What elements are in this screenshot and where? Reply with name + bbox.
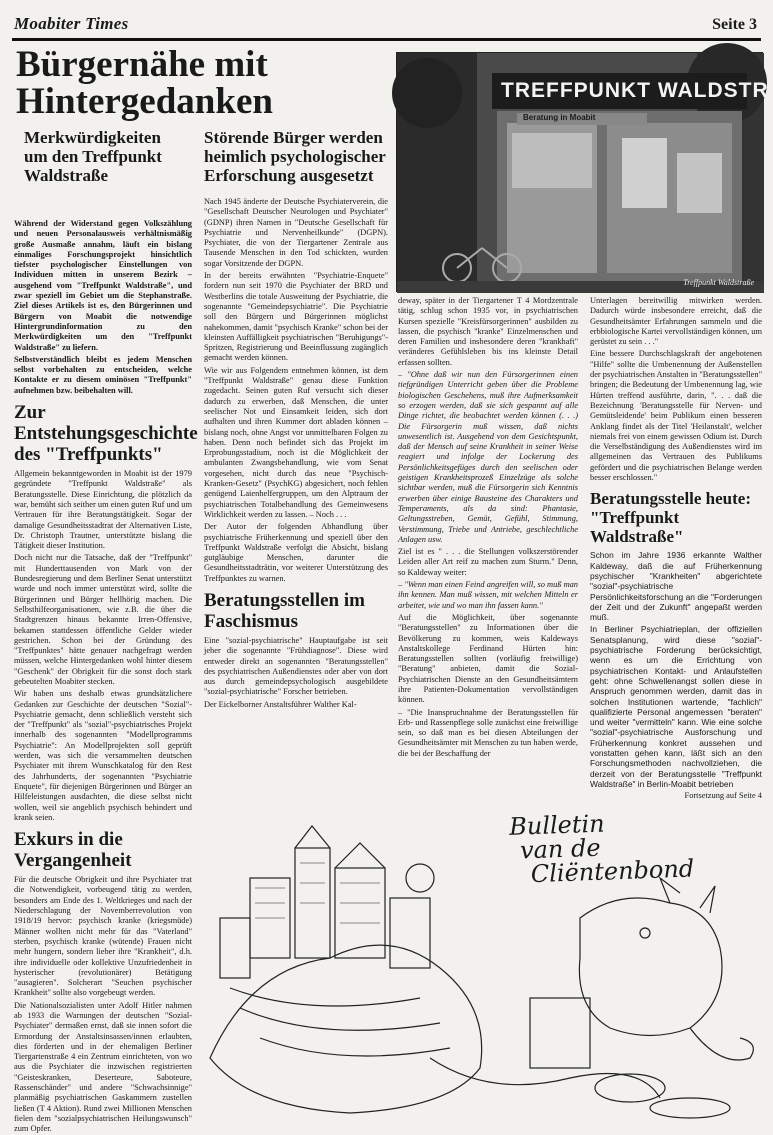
paragraph: Eine "sozial-psychiatrische" Hauptaufgabe ist seit jeher die sogenannte "Frühdiagnose". Diese wird entweder direkt an sogenannten "Beratungsstellen" des psychiatrischen Außendienstes oder aber von dort aus durch gemeindepsychologisch ausgebildete "sozial-psychiatrische" Forscher betrieben. [204, 635, 388, 697]
paragraph: Der Eickelborner Anstaltsführer Walther Kal- [204, 699, 357, 709]
continuation-note: Fortsetzung auf Seite 4 [684, 791, 762, 801]
paragraph: Unterlagen bereitwillig mitwirken werden. Dadurch würde insbesondere erreicht, daß die Gesundheitsämter Erfahrungen sammeln und die erbbiologische Kartei vervollständigen können, um gerüstet zu sein . . ." [590, 296, 762, 347]
column-4 [590, 296, 762, 801]
storefront-photo [396, 52, 769, 292]
storefront-subsign: Beratung in Moabit [523, 113, 596, 122]
section-heading-excursus: Exkurs in die Vergangenheit [14, 829, 132, 872]
paragraph: – "Die Inanspruchnahme der Beratungsstellen für Erb- und Rassenpflege solle zunächst eine freiwillige sein, so daß man es bei diesen Abteilungen der Gesundheitsämter mit Menschen zu tun haben werde, die bei der Beschaffung der [398, 707, 578, 758]
masthead-title: Moabiter Times [14, 14, 129, 33]
paragraph: Ziel ist es " . . . die Stellungen volkszerstörender Leiden aller Art reif zu machen zum Sturm." Denn, so Kaldeway weiter: [398, 547, 578, 577]
photo-caption: Treffpunkt Waldstraße [683, 278, 754, 287]
paragraph: Der Autor der folgenden Abhandlung über psychiatrische Früherkennung und speziell über den Treffpunkt Waldstraße verfolgt die Absicht, bislang gutgläubige Menschen, darunter die Gesundheitsstadträtin, vor weiterer Unterstützung des Treffpunktes zu warnen. [204, 522, 388, 583]
masthead-rule [12, 38, 761, 41]
paragraph: Doch nicht nur die Tatsache, daß der "Treffpunkt" mit Hunderttausenden von Mark von der Bundesregierung und dem Berliner Senat unterstützt wurde und noch immer unterstützt wird, sollte die Bürgerinnen und Bürger hellhörig machen. Die Selbsthilfeorganisationen, wie z.B. die über die Stadtgrenzen hinaus bekannte Irren-Offensive, bekamen stattdessen öffentliche Gelder wieder gestrichen. Schon bei der Gründung des "Treffpunktes" hätte genauer nachgefragt werden müssen, welche Hintergedanken wohl hinter diesem "Geschenk" der Obrigkeit für die sonst doch stark gebeutelten Moabiter stecken. [14, 553, 192, 686]
column-3 [398, 296, 578, 798]
paragraph: deway, später in der Tiergartener T 4 Mordzentrale tätig, schlug schon 1935 vor, in psychiatrischen Kursen spezielle "Kreisfürsorgerinnen" ausbilden zu lassen, die psychisch "kranke" Einzelmenschen und deren Familien und insbesondere deren "krankhaft" veränderes Gefühlsleben bis ins kleinste Detail erfassen sollten. [398, 296, 578, 367]
section-heading-today: Beratungsstelle heute: "Treffpunkt Waldstraße" [590, 489, 752, 547]
paragraph: Wie wir aus Folgendem entnehmen können, ist dem "Treffpunkt Waldstraße" genau diese Funktion zugedacht. Seinen guten Ruf versucht sich dieser dadurch zu erwerben, daß Menschen, die unter seelischer Not und Einsamkeit leiden, sich dort aufhalten und ihren Kummer dort abladen können – bislang noch, ohne Angst vor unmittelbaren Folgen zu haben. Denn noch befindet sich das Projekt im Erprobungsstadium, noch ist die Möglichkeit der ambulanten Zwangsbehandlung, wie vom Senat vorgesehen, nicht durch das neue "Psychisch-Kranken-Gesetz" (PsychKG) abgesichert, noch fehlen genügend Laienhelfergruppen, um den Alptraum der psychiatrischen Totalbehandlung des Gemeinwesens Wirklichkeit werden zu lassen. – Noch . . . [204, 365, 388, 519]
paragraph: Auf die Möglichkeit, über sogenannte "Beratungsstellen" zu Informationen über die Bevölkerung zu kommen, weis Kaldeways Anstaltskollege Ferdinand Hürten hin: Beratungsstellen sollten (vorläufig freiwillige) "Beratung" anbieten, damit die Sozial-Psychiatrischen Dienste an den Gesundheitsämtern ihre Patienten-Dokumentation vervollständigen können. [398, 612, 578, 705]
cartoon-title [489, 808, 695, 887]
paragraph: Nach 1945 änderte der Deutsche Psychiaterverein, die "Gesellschaft Deutscher Neurologen und Psychiater" (GDNP) ihren Namen in "Deutsche Gesellschaft für Psychiatrie und Nervenheilkunde" (DGPN). Psychiater, die von der Tiergartener Zentrale aus Tausende Menschen in den Tod schickten, wurden sogar Vorsitzende der DGPN. [204, 197, 388, 268]
page-number: Seite 3 [712, 16, 757, 33]
paragraph: Schon im Jahre 1936 erkannte Walther Kaldeway, daß die auf Früherkennung psychischer "Krankheiten" abgerichtete "sozial"-psychiatrische Persönlichkeitsforschung an die "Forderungen der Zeit und der Zukunft" angepaßt werden muß. [590, 550, 762, 623]
column-2 [204, 128, 388, 818]
paragraph: In der bereits erwähnten "Psychiatrie-Enquete" fordern nun seit 1970 die Psychiater der BRD und Westberlins die totale Ausweitung der Psychiatrie, die sogenannte "Gemeindepsychiatrie". Die Psychiatrie soll den Bürgern und Bürgerinnen möglichst nahekommen, damit "psychisch Kranke" schon bei der kleinsten Auffälligkeit psychiatrischen "Beruhigungs"-Spritzen, Registrierung und Beeinflussung zugänglich gemacht werden können. [204, 271, 388, 363]
quote: – "Ohne daß wir nun den Fürsorgerinnen einen tiefgründigen Unterricht geben über die Probleme biologischen Geschehens, muß ihre Aufmerksamkeit so erzogen werden, daß sie sich gespannt auf alle Dinge richtet, die beobachtet werden können (. . .) Die Fürsorgerin muß wissen, daß nichts unwesentlich ist. Ausgehend von dem Gesichtspunkt, daß der Mensch auf seine Krankheit in seiner Weise reagiert und infolge der Lockerung des Persönlichkeitsgefüges durch den seelischen oder geistigen Krankheitsprozeß Einzelzüge als solche sichtbar werden, muß die Fürsorgerin sich Kenntnis erwerben über einige Bausteine des Charakters und Temperaments, als da sind: Phantasie, Geltungsstreben, Gemüt, Gefühl, Stimmung, Verstimmung, Triebe und Antriebe, geschlechtliche Anlagen usw. [398, 370, 578, 544]
lead-paragraph: Während der Widerstand gegen Volkszählung und neuen Personalausweis verhältnismäßig große Ausmaße annahm, läuft ein bislang einmaliges Forschungsprojekt hinsichtlich tiefster psychologischer Einstellungen von Individuen mitten in unserem Bezirk – ausgehend vom "Treffpunkt Waldstraße", und zwar speziell im Gebiet um die Stephanstraße. Ziel dieses Artikels ist es, den Bürgerinnen und Bürgern von Moabit die notwendige Hintergrundinformation zu den Merkwürdigkeiten um den "Treffpunkt Waldstraße" zu liefern. [14, 219, 192, 352]
paragraph: In Berliner Psychiatrieplan, der offiziellen Senatsplanung, wird diese "sozial"-psychiatrische Forderung berücksichtigt, wenn es um die Errichtung von psychiatrischen Kontakt- und Anlaufstellen geht: ohne Schwellenangst sollen diese in Anspruch genommen werden, damit das in solchen Institutionen wartende, "fachlich" qualifizierte Personal angemessen "beraten" und weiter "vermitteln" kann. Wie eine solche "sozial"-psychiatrische Ausforschung und Früherkennung konkret aussehen und vonstatten gehen kann, läßt sich an den Forschungsmethoden nachvollziehen, die derzeit von der Beratungsstelle "Treffpunkt Waldstraße" in Berlin-Moabit betrieben [590, 624, 762, 789]
paragraph: Wir haben uns deshalb etwas grundsätzlichere Gedanken zur Geschichte der deutschen "Sozial"-Psychiatrie gemacht, denn schließlich versteht sich der "Treffpunkt" als "sozial"-psychiatrisches Projekt innerhalb des sogenannten "Modellprogramms Psychiatrie": An Modellprojekten soll geprüft werden, was sich die versammelten deutschen Psychiater mit ihrem Wunschkatalog für den Rest des Jahrhunderts, der sogenannten "Psychiatrie Enquete", für diejenigen Bürgerinnen und Bürger an Hilfeleistungen ausdachten, die diese selbst nicht wollen, weil sie angeblich psychisch behindert und krank seien. [14, 689, 192, 822]
paragraph: Für die deutsche Obrigkeit und ihre Psychiater trat die Notwendigkeit, vorbeugend tätig zu werden, besonders am Ende des 1. Weltkrieges und nach der Niederschlagung der Novemberrevolution von 1918/19 hervor: psychisch kranke (kriegsmüde) Männer wollten nicht mehr für das "Vaterland" sterben, psychisch kranke (wütende) Frauen nicht mehr hungern, sondern lieber ihre "Krankheit", d.h. ihre individuelle oder kollektive Unzufriedenheit in hysterischer (revolutionärer) Betätigung "ausagieren". Solcherart "Seuchen psychischer Krankheit" sollte also vorgebeugt werden. [14, 875, 192, 998]
section-heading-history: Zur Entstehungsgeschichte des "Treffpunkts" [14, 402, 198, 466]
section-heading-fascism: Beratungsstellen im Faschismus [204, 589, 365, 632]
headline: Bürgernähe mit Hintergedanken [16, 44, 273, 122]
cartoon-title-line: Cliëntenbond [530, 854, 695, 889]
paragraph: Allgemein bekanntgeworden in Moabit ist der 1979 gegründete "Treffpunkt Waldstraße" als Beratungsstelle. Diese Einrichtung, die plötzlich da war, bemüht sich seither um einen guten Ruf und um Vertrauen für ihre Beratungstätigkeit. Sogar der damalige Gesundheitsstadtrat der Alternativen Liste, Dr. Christoph Trautner, unterstützte bislang die Tätigkeit dieser Institution. [14, 469, 192, 551]
cartoon-title-line: Bulletin [508, 809, 606, 841]
paragraph: Eine bessere Durchschlagskraft der angebotenen "Hilfe" sollte die Umbenennung der Außenstellen der psychiatrischen Anstalten in "Beratungsstellen" bringen; die Bedeutung der Umbenennung lag, wie Hürten treffend ausführte, darin, ". . . daß die Bezeichnung 'Beratungsstelle für Nerven- und Gemütsleidende' beim Publikum einen besseren Anklang findet als der Titel 'Heilanstalt', welcher niemals frei von einem gewissen Odium ist. Durch die Verselbständigung des Außendienstes wird im allgemeinen das Vertrauen des Publikums gefördert und die psychiatrischen Belange werden besser erschlossen." [590, 349, 762, 483]
cartoon-title-line: van de [519, 833, 602, 865]
cartoon-illustration [190, 808, 765, 1123]
subheadline-2: Störende Bürger werden heimlich psychologischer Erforschung ausgesetzt [204, 128, 386, 185]
quote: – "Wenn man einen Feind angreifen will, so muß man ihn kennen. Man muß wissen, mit welchen Mitteln er arbeitet, wie und wo man ihn fassen kann." [398, 580, 578, 610]
paragraph: Die Nationalsozialisten unter Adolf Hitler nahmen ab 1933 die Warnungen der deutschen "Sozial-Psychiater" dermaßen ernst, daß sie innen sofort die Ermordung der Anstaltsinsassen/innen erlaubten, dies förderten und in der ehemaligen Berliner Tiergartenstraße 4 ein Zentrum einrichteten, von wo aus die Psychiater die inzwischen registrierten "Geisteskranken, Deserteure, Saboteure, Rassenschänder" und andere "Schwachsinnige" planmäßig psychiatrischen Gaskammern zustellen ließen (T 4 Aktion). Rund zwei Millionen Menschen fielen dem "sozialpsychiatrischen Heilungswunsch" zum Opfer. [14, 1000, 192, 1134]
lead-paragraph-2: Selbstverständlich bleibt es jedem Menschen selbst vorbehalten zu entscheiden, welche Kontakte er zu diesem ominösen "Treffpunkt" aufnehmen bzw. beibehalten will. [14, 354, 192, 395]
column-1 [14, 128, 198, 1134]
storefront-sign: TREFFPUNKT WALDSTR [501, 79, 769, 102]
subheadline-1: Merkwürdigkeiten um den Treffpunkt Waldstraße [24, 128, 162, 185]
